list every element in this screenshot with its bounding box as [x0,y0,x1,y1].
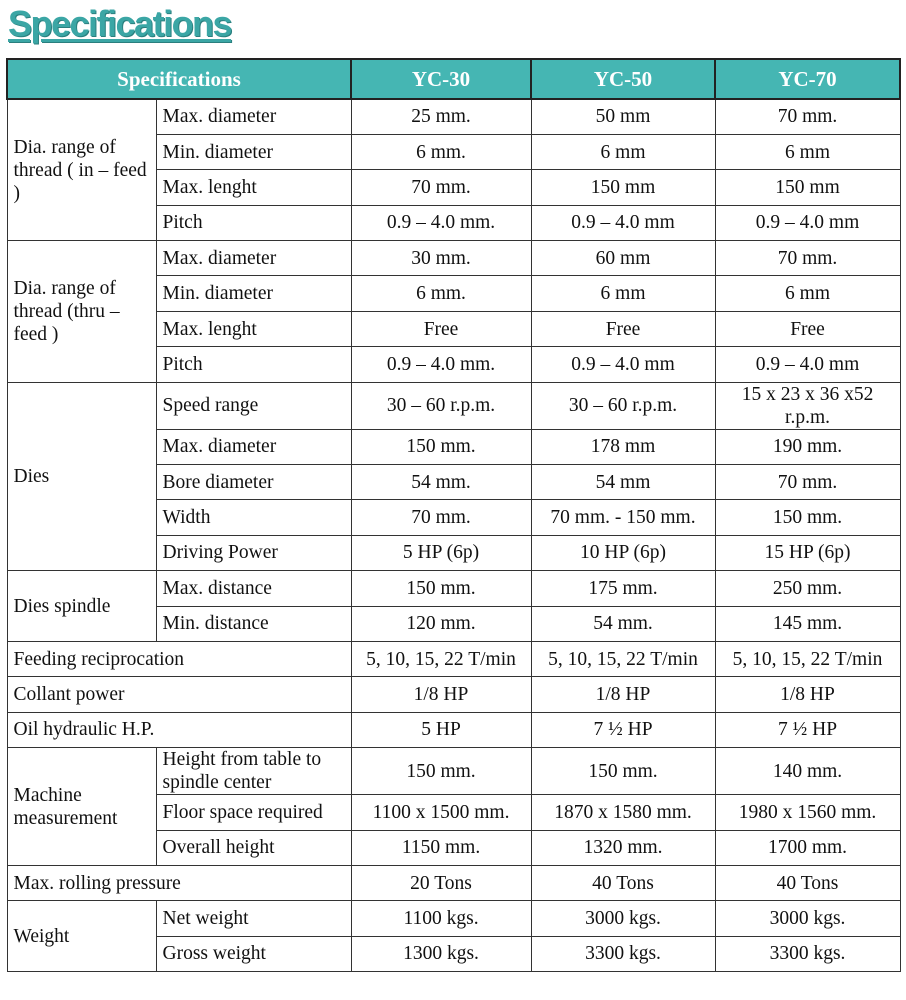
cell-yc70: 1700 mm. [715,830,900,865]
cell-yc30: 1100 kgs. [351,901,531,936]
cell-yc70: 1980 x 1560 mm. [715,795,900,830]
cell-yc30: 54 mm. [351,465,531,500]
cell-yc70: 145 mm. [715,606,900,641]
row-label: Floor space required [156,795,351,830]
cell-yc50: 0.9 – 4.0 mm [531,347,715,382]
cell-yc70: 5, 10, 15, 22 T/min [715,641,900,676]
cell-yc70: 6 mm [715,276,900,311]
cell-yc70: 3000 kgs. [715,901,900,936]
cell-yc50: 40 Tons [531,865,715,900]
row-label-rolling: Max. rolling pressure [7,865,351,900]
cell-yc70: 7 ½ HP [715,712,900,747]
cell-yc30: 30 – 60 r.p.m. [351,382,531,429]
cell-yc70: 190 mm. [715,429,900,464]
cell-yc70: 40 Tons [715,865,900,900]
cell-yc30: 1/8 HP [351,677,531,712]
table-row [7,571,900,606]
group-label-dies: Dies [7,382,156,571]
table-row [7,748,900,795]
group-label-thru-feed: Dia. range of thread (thru – feed ) [7,241,156,383]
row-label: Gross weight [156,936,351,971]
cell-yc50: 30 – 60 r.p.m. [531,382,715,429]
cell-yc30: 150 mm. [351,748,531,795]
cell-yc50: 3300 kgs. [531,936,715,971]
table-row [7,641,900,676]
cell-yc50: 10 HP (6p) [531,535,715,570]
cell-yc50: 178 mm [531,429,715,464]
row-label: Max. diameter [156,241,351,276]
header-model-yc30: YC-30 [351,59,531,99]
cell-yc70: 250 mm. [715,571,900,606]
row-label: Max. diameter [156,429,351,464]
cell-yc30: 0.9 – 4.0 mm. [351,347,531,382]
cell-yc50: 54 mm. [531,606,715,641]
cell-yc50: 70 mm. - 150 mm. [531,500,715,535]
cell-yc30: 0.9 – 4.0 mm. [351,205,531,240]
cell-yc50: 7 ½ HP [531,712,715,747]
cell-yc70: 0.9 – 4.0 mm [715,347,900,382]
table-row [7,712,900,747]
cell-yc30: 1100 x 1500 mm. [351,795,531,830]
header-model-yc50: YC-50 [531,59,715,99]
cell-yc50: 1870 x 1580 mm. [531,795,715,830]
cell-yc70: 140 mm. [715,748,900,795]
row-label: Speed range [156,382,351,429]
cell-yc30: 120 mm. [351,606,531,641]
cell-yc30: 70 mm. [351,170,531,205]
row-label: Max. lenght [156,311,351,346]
cell-yc70: 150 mm. [715,500,900,535]
row-label: Pitch [156,205,351,240]
cell-yc50: Free [531,311,715,346]
row-label: Max. diameter [156,99,351,134]
cell-yc50: 150 mm [531,170,715,205]
group-label-dies-spindle: Dies spindle [7,571,156,642]
page-title: Specifications [8,3,232,44]
group-label-weight: Weight [7,901,156,972]
row-label: Overall height [156,830,351,865]
cell-yc70: 6 mm [715,134,900,169]
cell-yc70: Free [715,311,900,346]
cell-yc30: 5 HP [351,712,531,747]
group-label-machine: Machine measurement [7,748,156,866]
row-label-oil: Oil hydraulic H.P. [7,712,351,747]
cell-yc30: 5 HP (6p) [351,535,531,570]
table-row [7,677,900,712]
cell-yc70: 150 mm [715,170,900,205]
header-specifications: Specifications [7,59,351,99]
cell-yc30: 25 mm. [351,99,531,134]
row-label: Bore diameter [156,465,351,500]
cell-yc30: 1300 kgs. [351,936,531,971]
row-label: Min. diameter [156,134,351,169]
row-label: Max. distance [156,571,351,606]
group-label-in-feed: Dia. range of thread ( in – feed ) [7,99,156,241]
cell-yc30: 150 mm. [351,429,531,464]
cell-yc50: 5, 10, 15, 22 T/min [531,641,715,676]
cell-yc70: 3300 kgs. [715,936,900,971]
cell-yc30: Free [351,311,531,346]
cell-yc30: 6 mm. [351,134,531,169]
row-label: Driving Power [156,535,351,570]
cell-yc70: 70 mm. [715,241,900,276]
row-label-collant: Collant power [7,677,351,712]
row-label: Height from table to spindle center [156,748,351,795]
table-row [7,865,900,900]
header-model-yc70: YC-70 [715,59,900,99]
cell-yc50: 1/8 HP [531,677,715,712]
row-label-feeding: Feeding reciprocation [7,641,351,676]
cell-yc30: 6 mm. [351,276,531,311]
cell-yc50: 6 mm [531,134,715,169]
cell-yc50: 50 mm [531,99,715,134]
cell-yc30: 5, 10, 15, 22 T/min [351,641,531,676]
table-row [7,99,900,134]
table-row [7,901,900,936]
row-label: Width [156,500,351,535]
cell-yc50: 150 mm. [531,748,715,795]
cell-yc50: 54 mm [531,465,715,500]
row-label: Min. diameter [156,276,351,311]
cell-yc30: 150 mm. [351,571,531,606]
cell-yc30: 20 Tons [351,865,531,900]
cell-yc30: 70 mm. [351,500,531,535]
cell-yc70: 70 mm. [715,99,900,134]
cell-yc50: 6 mm [531,276,715,311]
table-header-row [7,59,900,99]
table-row [7,382,900,429]
cell-yc50: 175 mm. [531,571,715,606]
cell-yc50: 60 mm [531,241,715,276]
cell-yc70: 15 HP (6p) [715,535,900,570]
row-label: Max. lenght [156,170,351,205]
row-label: Pitch [156,347,351,382]
cell-yc50: 1320 mm. [531,830,715,865]
cell-yc70: 1/8 HP [715,677,900,712]
cell-yc30: 30 mm. [351,241,531,276]
specifications-table [6,58,901,972]
cell-yc30: 1150 mm. [351,830,531,865]
row-label: Net weight [156,901,351,936]
cell-yc70: 0.9 – 4.0 mm [715,205,900,240]
cell-yc50: 0.9 – 4.0 mm [531,205,715,240]
row-label: Min. distance [156,606,351,641]
table-row [7,241,900,276]
cell-yc70: 15 x 23 x 36 x52 r.p.m. [715,382,900,429]
cell-yc50: 3000 kgs. [531,901,715,936]
cell-yc70: 70 mm. [715,465,900,500]
